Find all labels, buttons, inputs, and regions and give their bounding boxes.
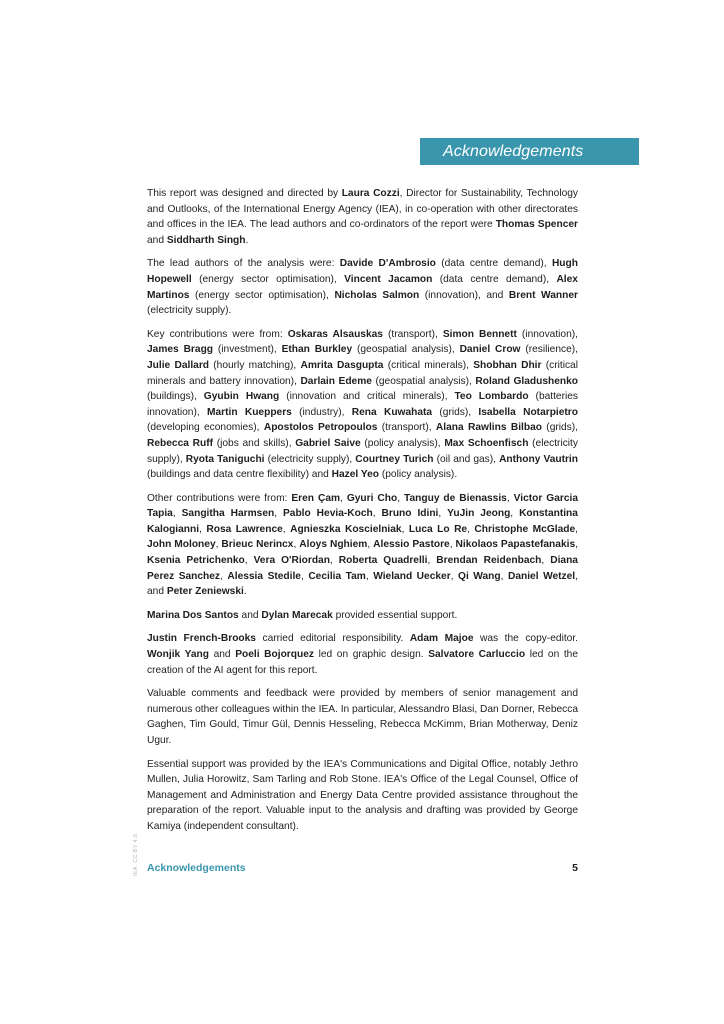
contributor-name: Ryota Taniguchi bbox=[185, 453, 265, 465]
paragraph-text: , bbox=[401, 523, 409, 535]
contributor-name: Wonjik Yang bbox=[147, 649, 209, 661]
paragraph-text: Other contributions were from: bbox=[147, 492, 292, 504]
paragraph-text: , bbox=[438, 508, 448, 520]
paragraph-text: (grids), bbox=[432, 406, 479, 418]
paragraph-text: (innovation and critical minerals), bbox=[279, 391, 455, 403]
contributor-name: Diana Perez Sanchez bbox=[147, 555, 578, 582]
paragraph-text: , bbox=[274, 508, 283, 520]
contributor-name: Rena Kuwahata bbox=[351, 406, 433, 418]
contributor-name: Hugh Hopewell bbox=[147, 258, 578, 285]
paragraph-text: , bbox=[172, 508, 182, 520]
contributor-name: Darlain Edeme bbox=[300, 375, 372, 387]
contributor-name: James Bragg bbox=[147, 344, 214, 356]
contributor-name: Nikolaos Papastefanakis bbox=[455, 539, 576, 551]
paragraph-text: (transport), bbox=[382, 328, 443, 340]
contributor-name: Martin Kueppers bbox=[206, 406, 292, 418]
paragraph-text: , bbox=[282, 523, 291, 535]
paragraph-text: (innovation), and bbox=[419, 289, 509, 301]
contributor-name: Nicholas Salmon bbox=[334, 289, 420, 301]
contributor-name: Marina Dos Santos bbox=[147, 609, 239, 621]
paragraph-text: , bbox=[220, 570, 228, 582]
footer-section-title: Acknowledgements bbox=[147, 862, 246, 874]
paragraph bbox=[147, 686, 578, 748]
contributor-name: Hazel Yeo bbox=[331, 469, 380, 481]
paragraph-text: , bbox=[340, 492, 347, 504]
paragraph bbox=[147, 491, 578, 600]
paragraph-text: (critical minerals and battery innovation), bbox=[147, 359, 578, 387]
paragraph-text: , bbox=[215, 539, 222, 551]
paragraph-text: (energy sector optimisation), bbox=[191, 273, 345, 285]
contributor-name: Luca Lo Re bbox=[408, 523, 468, 535]
contributor-name: Roland Gladushenko bbox=[475, 375, 578, 387]
section-header-tab: Acknowledgements bbox=[420, 138, 639, 165]
paragraph-text: and bbox=[208, 649, 236, 661]
paragraph-text: (electricity supply), bbox=[264, 453, 356, 465]
paragraph-text: , bbox=[372, 508, 382, 520]
paragraph-text: (policy analysis), bbox=[360, 437, 445, 449]
contributor-name: Brent Wanner bbox=[508, 289, 578, 301]
paragraph-text: . bbox=[245, 234, 249, 246]
paragraph-text: (geospatial analysis), bbox=[371, 375, 476, 387]
paragraph-text: , bbox=[365, 570, 374, 582]
paragraph-text: , bbox=[500, 570, 508, 582]
paragraph-text: (energy sector optimisation), bbox=[189, 289, 335, 301]
paragraph-text: , bbox=[541, 555, 551, 567]
paragraph-text: led on graphic design. bbox=[313, 649, 429, 661]
paragraph-text: (data centre demand), bbox=[432, 273, 557, 285]
paragraph bbox=[147, 186, 578, 248]
paragraph bbox=[147, 757, 578, 835]
paragraph-text: , bbox=[397, 492, 405, 504]
paragraph-text: (policy analysis). bbox=[379, 469, 458, 481]
contributor-name: Konstantina Kalogianni bbox=[147, 508, 578, 535]
contributor-name: Simon Bennett bbox=[442, 328, 517, 340]
contributor-name: Wieland Uecker bbox=[373, 570, 451, 582]
contributor-name: Ethan Burkley bbox=[281, 344, 353, 356]
paragraph-text: This report was designed and directed by bbox=[147, 188, 342, 199]
contributor-name: Laura Cozzi bbox=[341, 188, 400, 199]
paragraph-text: , bbox=[293, 539, 300, 551]
paragraph-text: , and bbox=[147, 570, 578, 598]
contributor-name: Gyuri Cho bbox=[346, 492, 398, 504]
paragraph-text: (innovation), bbox=[516, 328, 578, 340]
paragraph-text: (batteries innovation), bbox=[147, 391, 579, 418]
contributor-name: Alessio Pastore bbox=[373, 539, 450, 551]
paragraph-text: (grids), bbox=[541, 422, 579, 434]
contributor-name: Shobhan Dhir bbox=[473, 359, 542, 371]
paragraph-text: The lead authors of the analysis were: bbox=[147, 258, 340, 270]
paragraph-text: and bbox=[238, 609, 262, 621]
paragraph-text: , bbox=[427, 555, 437, 567]
paragraph-text: , bbox=[450, 570, 459, 582]
paragraph-text: , bbox=[244, 555, 254, 567]
contributor-name: Thomas Spencer bbox=[495, 219, 578, 231]
contributor-name: Oskaras Alsauskas bbox=[287, 328, 383, 340]
paragraph-text: Key contributions were from: bbox=[147, 328, 288, 340]
paragraph-text: (resilience), bbox=[520, 344, 578, 356]
paragraph-text: (data centre demand), bbox=[435, 258, 552, 270]
paragraph-text: , bbox=[575, 523, 578, 535]
contributor-name: Rebecca Ruff bbox=[147, 437, 213, 449]
paragraph-text: . bbox=[243, 586, 247, 598]
paragraph-text: , bbox=[506, 492, 514, 504]
paragraph bbox=[147, 256, 578, 318]
paragraph-text: , bbox=[467, 523, 475, 535]
contributor-name: Daniel Wetzel bbox=[507, 570, 576, 582]
paragraph-text: was the copy-editor. bbox=[473, 633, 578, 645]
contributor-name: John Moloney bbox=[147, 539, 216, 551]
contributor-name: Apostolos Petropoulos bbox=[263, 422, 378, 434]
contributor-name: Brendan Reidenbach bbox=[436, 555, 542, 567]
contributor-name: Peter Zeniewski bbox=[166, 586, 244, 598]
contributor-name: Pablo Hevia-Koch bbox=[283, 508, 373, 520]
contributor-name: Anthony Vautrin bbox=[499, 453, 578, 465]
contributor-name: Alex Martinos bbox=[147, 273, 578, 301]
contributor-name: Alessia Stedile bbox=[227, 570, 301, 582]
contributor-name: Dylan Marecak bbox=[261, 609, 333, 621]
paragraph-text: (developing economies), bbox=[147, 422, 264, 434]
contributor-name: Qi Wang bbox=[458, 570, 501, 582]
contributor-name: Siddharth Singh bbox=[166, 234, 246, 246]
paragraph-text: , bbox=[300, 570, 309, 582]
contributor-name: Courtney Turich bbox=[355, 453, 434, 465]
paragraph-text: (transport), bbox=[377, 422, 436, 434]
contributor-name: Christophe McGlade bbox=[474, 523, 576, 535]
paragraph-text: , Director for Sustainability, Technology and Outlooks, of the International Energy Agency (IEA), in co-operation with other directorates and offices in the IEA. The lead authors and co-ordinators of the report were bbox=[147, 188, 579, 231]
contributor-name: Roberta Quadrelli bbox=[338, 555, 428, 567]
paragraph bbox=[147, 631, 578, 678]
license-notice: IEA. CC BY 4.0. bbox=[133, 832, 139, 876]
contributor-name: Gyubin Hwang bbox=[203, 391, 280, 403]
paragraph-text: provided essential support. bbox=[332, 609, 458, 621]
contributor-name: Agnieszka Koscielniak bbox=[290, 523, 402, 535]
contributor-name: Brieuc Nerincx bbox=[221, 539, 294, 551]
contributor-name: Adam Majoe bbox=[409, 633, 474, 645]
contributor-name: Vincent Jacamon bbox=[344, 273, 433, 285]
contributor-name: Amrita Dasgupta bbox=[300, 359, 384, 371]
paragraph bbox=[147, 608, 578, 624]
contributor-name: Salvatore Carluccio bbox=[428, 649, 526, 661]
contributor-name: Isabella Notarpietro bbox=[478, 406, 578, 418]
paragraph-text: , bbox=[367, 539, 374, 551]
contributor-name: Max Schoenfisch bbox=[444, 437, 529, 449]
contributor-name: Rosa Lawrence bbox=[206, 523, 283, 535]
paragraph-text: Essential support was provided by the IEA's Communications and Digital Office, notably Jethro Mullen, Julia Horowitz, Sam Tarling and Rob Stone. IEA's Office of the Legal Counsel, Office of Management and Administration and Energy Data Centre provided assistance throughout the preparation of the report. Valuable input to the analysis and drafting was provided by George Kamiya (independent consultant). bbox=[147, 758, 578, 832]
paragraph-text: (buildings), bbox=[147, 391, 204, 403]
contributor-name: Daniel Crow bbox=[459, 344, 521, 356]
contributor-name: Sangitha Harmsen bbox=[181, 508, 275, 520]
contributor-name: Tanguy de Bienassis bbox=[404, 492, 507, 504]
contributor-name: Alana Rawlins Bilbao bbox=[435, 422, 542, 434]
paragraph-text: (investment), bbox=[213, 344, 282, 356]
contributor-name: Vera O'Riordan bbox=[253, 555, 330, 567]
paragraph-text: and bbox=[147, 234, 167, 246]
paragraph-text: (electricity supply), bbox=[147, 437, 578, 465]
contributor-name: Justin French-Brooks bbox=[147, 633, 256, 645]
contributor-name: Poeli Bojorquez bbox=[235, 649, 314, 661]
paragraph-text: carried editorial responsibility. bbox=[255, 633, 410, 645]
contributor-name: Cecilia Tam bbox=[308, 570, 366, 582]
paragraph-text: (buildings and data centre flexibility) and bbox=[147, 469, 332, 481]
paragraph-text: (oil and gas), bbox=[433, 453, 500, 465]
paragraph-text: led on the creation of the AI agent for this report. bbox=[147, 649, 578, 676]
paragraph bbox=[147, 327, 578, 483]
contributor-name: Gabriel Saive bbox=[295, 437, 361, 449]
contributor-name: Julie Dallard bbox=[147, 359, 210, 371]
contributor-name: Davide D'Ambrosio bbox=[339, 258, 436, 270]
paragraph-text: , bbox=[199, 523, 207, 535]
paragraph-text: Valuable comments and feedback were provided by members of senior management and numerous other colleagues within the IEA. In particular, Alessandro Blasi, Dan Dorner, Rebecca Gaghen, Tim Gould, Timur Gül, Dennis Hesseling, Rebecca McKimm, Brian Motherway, Deniz Ugur. bbox=[147, 688, 578, 746]
contributor-name: YuJin Jeong bbox=[447, 508, 511, 520]
paragraph-text: , bbox=[510, 508, 520, 520]
acknowledgements-body bbox=[147, 186, 578, 843]
paragraph-text: (geospatial analysis), bbox=[352, 344, 460, 356]
contributor-name: Victor Garcia Tapia bbox=[147, 492, 579, 520]
page-number: 5 bbox=[572, 862, 578, 874]
contributor-name: Eren Çam bbox=[291, 492, 341, 504]
paragraph-text: (hourly matching), bbox=[209, 359, 301, 371]
paragraph-text: , bbox=[575, 539, 578, 551]
paragraph-text: (jobs and skills), bbox=[213, 437, 296, 449]
paragraph-text: , bbox=[329, 555, 339, 567]
paragraph-text: (industry), bbox=[291, 406, 352, 418]
contributor-name: Bruno Idini bbox=[381, 508, 439, 520]
paragraph-text: , bbox=[449, 539, 456, 551]
contributor-name: Teo Lombardo bbox=[454, 391, 529, 403]
paragraph-text: (electricity supply). bbox=[147, 305, 232, 317]
contributor-name: Ksenia Petrichenko bbox=[147, 555, 245, 567]
paragraph-text: (critical minerals), bbox=[383, 359, 474, 371]
contributor-name: Aloys Nghiem bbox=[299, 539, 368, 551]
